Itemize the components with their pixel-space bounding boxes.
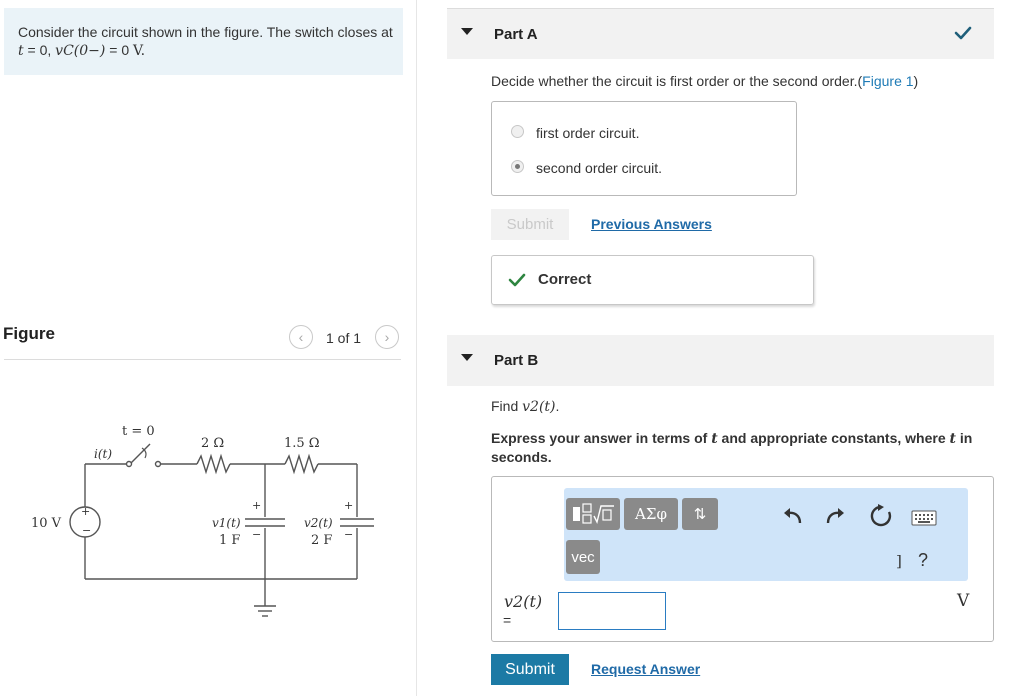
v2-label: v2(t) <box>304 516 333 530</box>
keyboard-icon[interactable] <box>911 510 937 526</box>
figure-link[interactable]: Figure 1 <box>862 73 914 89</box>
answer-unit: V <box>957 591 970 611</box>
part-a-question: Decide whether the circuit is first order or the second order.(Figure 1) <box>491 73 919 89</box>
figure-pager-count: 1 of 1 <box>326 330 362 346</box>
option-second-order[interactable]: second order circuit. <box>536 160 663 176</box>
c2-label: 2 F <box>311 533 333 548</box>
caret-down-icon[interactable] <box>461 28 473 35</box>
switch-label: t = 0 <box>122 424 155 439</box>
part-b-label: Part B <box>494 352 539 369</box>
caret-down-icon[interactable] <box>461 354 473 361</box>
problem-statement-box <box>4 8 403 75</box>
checkmark-icon <box>954 25 972 41</box>
checkmark-icon <box>508 272 526 288</box>
help-icon[interactable]: ? <box>918 550 929 570</box>
template-button[interactable] <box>566 498 620 530</box>
radio-second-order[interactable] <box>511 160 524 173</box>
part-b-header[interactable] <box>447 335 994 386</box>
math-toolbar <box>564 488 968 581</box>
vector-button[interactable]: vec <box>566 540 600 574</box>
option-first-order[interactable]: first order circuit. <box>536 125 640 141</box>
figure-title: Figure <box>3 324 55 343</box>
answer-input[interactable] <box>558 592 666 630</box>
c1-label: 1 F <box>219 533 241 548</box>
part-b-submit-button[interactable]: Submit <box>491 654 569 685</box>
sort-arrows-icon[interactable]: ⇅ <box>682 498 718 530</box>
part-a-header[interactable] <box>447 8 994 59</box>
source-plus: + <box>81 505 91 518</box>
c1-plus: + <box>252 499 262 512</box>
source-minus: − <box>82 524 92 537</box>
column-divider <box>416 0 417 696</box>
bracket-symbol: ] <box>896 552 902 570</box>
c2-plus: + <box>344 499 354 512</box>
circuit-diagram <box>0 410 410 630</box>
resistor-r1 <box>197 456 230 472</box>
redo-icon[interactable] <box>824 504 848 528</box>
feedback-box <box>491 255 814 305</box>
current-label: i(t) <box>94 447 113 461</box>
greek-symbols-button[interactable]: ΑΣφ <box>624 498 678 530</box>
answer-choices <box>491 101 797 196</box>
chevron-left-icon[interactable]: ‹ <box>289 325 313 349</box>
c2-minus: − <box>344 528 354 541</box>
answer-variable: v2(t) <box>504 592 543 611</box>
resistor-r2 <box>285 456 318 472</box>
figure-divider <box>4 359 401 360</box>
c1-minus: − <box>252 528 262 541</box>
v1-label: v1(t) <box>212 516 241 530</box>
part-b-instruction: Express your answer in terms of t and appropriate constants, where t in seconds. <box>491 430 973 465</box>
part-a-submit-button[interactable]: Submit <box>491 209 569 240</box>
part-a-label: Part A <box>494 26 538 43</box>
undo-icon[interactable] <box>780 504 804 528</box>
request-answer-link[interactable]: Request Answer <box>591 661 701 677</box>
radio-first-order[interactable] <box>511 125 524 138</box>
resistor-r1-label: 2 Ω <box>201 436 225 451</box>
fraction-root-icon <box>570 502 616 526</box>
resistor-r2-label: 1.5 Ω <box>284 436 320 451</box>
answer-equals: = <box>503 612 512 628</box>
feedback-text: Correct <box>538 271 592 288</box>
switch-blade <box>131 444 150 463</box>
part-b-question: Find v2(t). <box>491 398 560 415</box>
problem-statement: Consider the circuit shown in the figure. The switch closes at t = 0, vC(0−) = 0 V. <box>18 24 393 59</box>
reset-icon[interactable] <box>868 503 894 529</box>
previous-answers-link[interactable]: Previous Answers <box>591 216 712 232</box>
source-label: 10 V <box>31 516 62 531</box>
chevron-right-icon[interactable]: › <box>375 325 399 349</box>
